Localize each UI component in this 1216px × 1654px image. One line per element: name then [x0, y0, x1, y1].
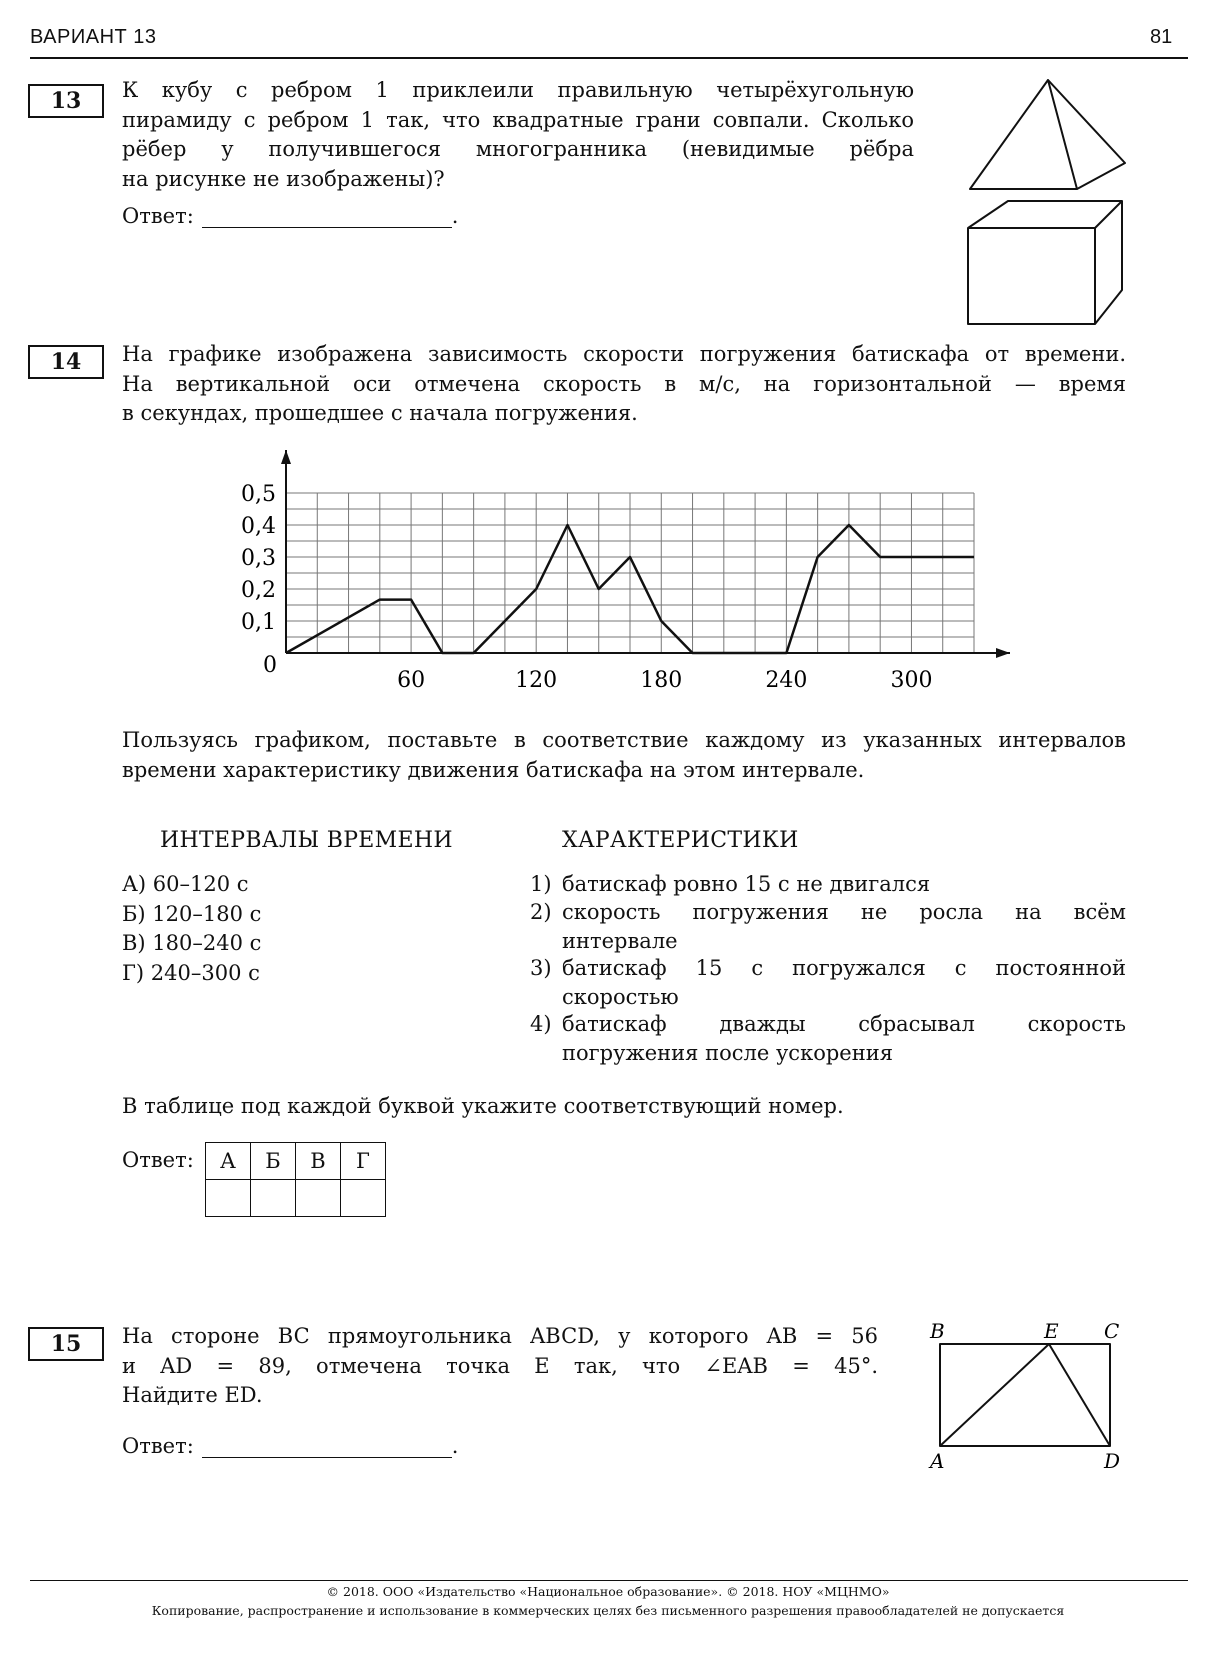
y-tick-label: 0,5: [241, 482, 276, 507]
footer-rule: [30, 1580, 1188, 1581]
task-14-instruction-line-1: Пользуясь графиком, поставьте в соответствие каждому из указанных интервалов: [122, 728, 1126, 752]
characteristic-1-line-1: батискаф ровно 15 с не двигался: [562, 872, 931, 896]
answer-col-v: В: [296, 1143, 341, 1180]
task-13-answer: [122, 204, 458, 228]
characteristic-2: [530, 898, 1126, 958]
characteristic-4: [530, 1010, 1126, 1070]
task-13-answer-line[interactable]: [202, 205, 452, 228]
task-14-line-3: в секундах, прошедшее с начала погружения.: [122, 401, 638, 425]
characteristic-3: [530, 954, 1126, 1014]
answer-cell-b[interactable]: [251, 1180, 296, 1217]
characteristic-4-number: 4): [530, 1012, 552, 1036]
label-b: B: [930, 1319, 945, 1343]
task-15-line-3: Найдите ED.: [122, 1383, 263, 1407]
answer-col-b: Б: [251, 1143, 296, 1180]
task-15-text: [122, 1322, 878, 1411]
pyramid-front-face: [970, 80, 1077, 189]
task-15-answer-dot: .: [451, 1434, 459, 1458]
characteristics-heading: ХАРАКТЕРИСТИКИ: [562, 828, 799, 853]
task-15-number: 15: [28, 1327, 104, 1361]
x-tick-label: 120: [515, 668, 558, 693]
task-15-line-2: и AD = 89, отмечена точка E так, что ∠EAB = 45°.: [122, 1353, 878, 1378]
label-e: E: [1044, 1319, 1059, 1343]
characteristic-4-line-1: батискаф дважды сбрасывал скорость: [562, 1012, 1126, 1036]
task-14-text: [122, 340, 1126, 429]
label-c: C: [1104, 1319, 1120, 1343]
page-number: 81: [1150, 26, 1173, 48]
table-instruction: В таблице под каждой буквой укажите соответствующий номер.: [122, 1094, 844, 1118]
characteristic-2-line-1: скорость погружения не росла на всём: [562, 900, 1126, 924]
interval-g: Г) 240–300 с: [122, 960, 260, 985]
pyramid-side-face: [1048, 80, 1125, 189]
task-13-line-2: пирамиду с ребром 1 так, что квадратные грани совпали. Сколько: [122, 107, 914, 132]
x-tick-label: 60: [397, 668, 426, 693]
rectangle-figure: [920, 1316, 1130, 1480]
task-13-line-4: на рисунке не изображены)?: [122, 166, 445, 191]
x-tick-label: 180: [640, 668, 683, 693]
task-15-answer-label: Ответ:: [122, 1434, 194, 1458]
answer-col-g: Г: [341, 1143, 386, 1180]
segment-ed: [1049, 1344, 1110, 1446]
interval-a: А) 60–120 с: [122, 872, 249, 896]
segment-ae: [940, 1344, 1049, 1446]
cube-top-face: [968, 201, 1122, 228]
pyramid-cube-figure: [960, 74, 1132, 330]
task-13-answer-dot: .: [451, 204, 459, 228]
task-13-text: [122, 76, 914, 194]
characteristic-3-line-1: батискаф 15 с погружался с постоянной: [562, 956, 1126, 980]
characteristic-3-line-2: скоростью: [562, 985, 679, 1009]
task-15-answer: [122, 1434, 458, 1458]
footer-copyright: © 2018. ООО «Издательство «Национальное образование». © 2018. НОУ «МЦНМО»: [326, 1584, 890, 1599]
task-14-answer-table: [205, 1142, 386, 1217]
rectangle-abcd: [940, 1344, 1110, 1446]
intervals-heading: ИНТЕРВАЛЫ ВРЕМЕНИ: [160, 828, 453, 853]
chart-labels: [241, 482, 932, 693]
x-tick-label: 240: [765, 668, 808, 693]
answer-cell-g[interactable]: [341, 1180, 386, 1217]
task-14-number: 14: [28, 345, 104, 379]
y-tick-label: 0,3: [241, 546, 276, 571]
footer-notice: Копирование, распространение и использование в коммерческих целях без письменного разрешения правообладателей не допускается: [151, 1603, 1065, 1618]
cube-front-face: [968, 228, 1095, 324]
interval-v: В) 180–240 с: [122, 931, 262, 955]
x-tick-label: 300: [890, 668, 933, 693]
intervals-list: [122, 870, 261, 988]
label-d: D: [1104, 1449, 1121, 1473]
characteristic-4-line-2: погружения после ускорения: [562, 1041, 893, 1065]
origin-label: 0: [263, 653, 277, 678]
characteristic-2-line-2: интервале: [562, 929, 678, 953]
speed-time-chart: [220, 440, 1020, 700]
task-14-instruction-line-2: времени характеристику движения батискафа на этом интервале.: [122, 757, 865, 782]
task-14-line-1: На графике изображена зависимость скорости погружения батискафа от времени.: [122, 342, 1126, 366]
task-13-answer-label: Ответ:: [122, 204, 194, 228]
y-tick-label: 0,2: [241, 578, 276, 603]
task-15-answer-line[interactable]: [202, 1435, 452, 1458]
header-rule: [30, 57, 1188, 59]
characteristic-2-number: 2): [530, 900, 552, 924]
x-axis-arrow: [996, 648, 1010, 658]
answer-col-a: А: [206, 1143, 251, 1180]
task-13-line-3: рёбер у получившегося многогранника (невидимые рёбра: [122, 137, 914, 161]
task-14-line-2: На вертикальной оси отмечена скорость в м/с, на горизонтальной — время: [122, 371, 1126, 396]
y-tick-label: 0,4: [241, 514, 276, 539]
characteristic-3-number: 3): [530, 956, 552, 980]
chart-grid: [286, 493, 974, 653]
answer-cell-v[interactable]: [296, 1180, 341, 1217]
cube-side-face: [1095, 201, 1122, 324]
characteristic-1-number: 1): [530, 872, 552, 896]
task-13-number: 13: [28, 84, 104, 118]
y-axis-arrow: [281, 450, 291, 464]
label-a: A: [930, 1449, 945, 1473]
characteristic-1: [530, 870, 1126, 900]
task-13-line-1: К кубу с ребром 1 приклеили правильную четырёхугольную: [122, 78, 914, 102]
task-15-line-1: На стороне BC прямоугольника ABCD, у которого AB = 56: [122, 1324, 878, 1348]
y-tick-label: 0,1: [241, 610, 276, 635]
answer-table-header-row: [206, 1143, 386, 1180]
variant-title: ВАРИАНТ 13: [30, 26, 157, 48]
chart-axes: [281, 450, 1010, 658]
interval-b: Б) 120–180 с: [122, 901, 262, 926]
task-14-answer-label: Ответ:: [122, 1148, 194, 1172]
task-14-instruction: [122, 726, 1126, 785]
answer-cell-a[interactable]: [206, 1180, 251, 1217]
answer-table-input-row: [206, 1180, 386, 1217]
